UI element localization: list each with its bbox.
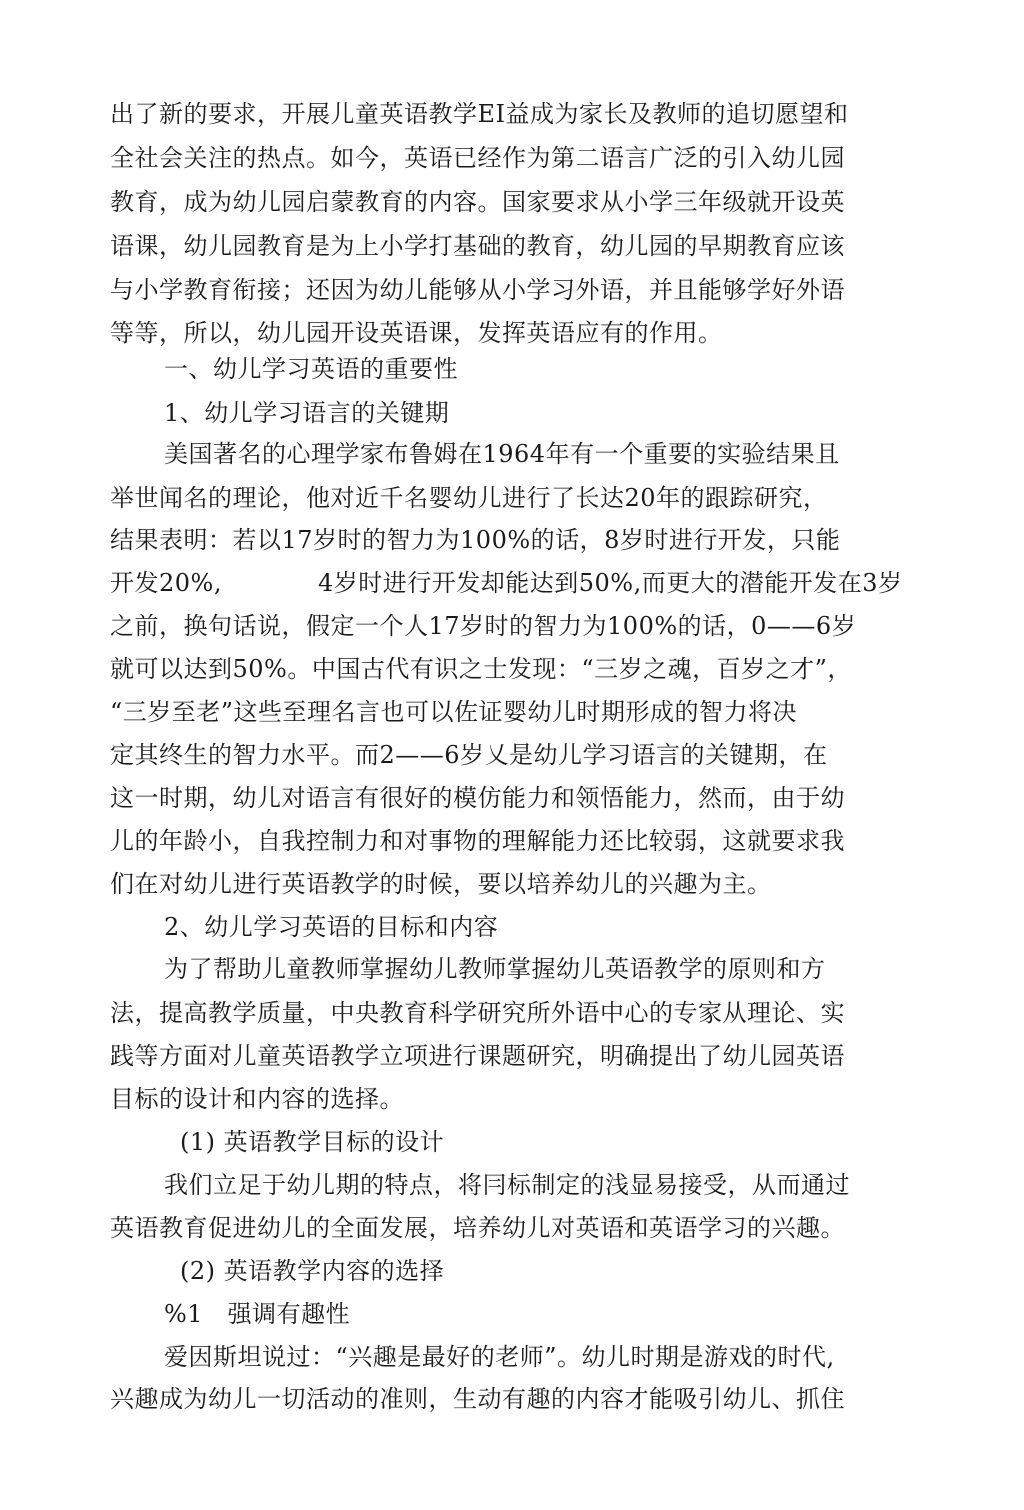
heading-point-1: %1 强调有趣性 bbox=[164, 1300, 351, 1328]
text-line-11: 结果表明：若以17岁时的智力为100%的话，8岁时进行开发，只能 bbox=[110, 526, 841, 554]
text-line-24: 目标的设计和内容的选择。 bbox=[110, 1085, 404, 1113]
text-line-6: 等等，所以，幼儿园开设英语课，发挥英语应有的作用。 bbox=[110, 319, 723, 347]
text-fragment-a: 开发20%, bbox=[110, 569, 222, 597]
text-line-22: 法，提高教学质量，中央教育科学研究所外语中心的专家从理论、实 bbox=[110, 999, 845, 1027]
text-line-10: 举世闻名的理论，他对近千名婴幼儿进行了长达20年的跟踪研究， bbox=[110, 484, 828, 512]
text-line-17: 这一时期，幼儿对语言有很好的模仿能力和领悟能力，然而，由于幼 bbox=[110, 784, 845, 812]
text-line-9: 美国著名的心理学家布鲁姆在1964年有一个重要的实验结果且 bbox=[164, 440, 840, 468]
text-line-5: 与小学教育衔接；还因为幼儿能够从小学习外语，并且能够学好外语 bbox=[110, 276, 845, 304]
text-line-30: 爱因斯坦说过：“兴趣是最好的老师”。幼儿时期是游戏的时代, bbox=[164, 1343, 835, 1371]
text-line-27: 英语教育促进幼儿的全面发展，培养幼儿对英语和英语学习的兴趣。 bbox=[110, 1214, 845, 1242]
heading-subsection-2: 2、幼儿学习英语的目标和内容 bbox=[164, 913, 499, 941]
text-line-18: 儿的年龄小，自我控制力和对事物的理解能力还比较弱，这就要求我 bbox=[110, 827, 845, 855]
text-line-31: 兴趣成为幼儿一切活动的准则，生动有趣的内容才能吸引幼儿、抓住 bbox=[110, 1385, 845, 1413]
text-line-14: 就可以达到50%。中国古代有识之士发现：“三岁之魂，百岁之才”， bbox=[110, 655, 852, 683]
text-line-16: 定其终生的智力水平。而2——6岁乂是幼儿学习语言的关键期，在 bbox=[110, 741, 828, 769]
text-line-12 bbox=[110, 566, 903, 600]
text-line-3: 教育，成为幼儿园启蒙教育的内容。国家要求从小学三年级就开设英 bbox=[110, 188, 845, 216]
heading-section-1: 一、幼儿学习英语的重要性 bbox=[164, 355, 458, 383]
text-line-15: “三岁至老”这些至理名言也可以佐证婴幼儿时期形成的智力将决 bbox=[110, 698, 798, 726]
text-line-26: 我们立足于幼儿期的特点，将冃标制定的浅显易接受，从而通过 bbox=[164, 1171, 850, 1199]
text-line-23: 践等方面对儿童英语教学立项进行课题研究，明确提出了幼儿园英语 bbox=[110, 1042, 845, 1070]
text-line-19: 们在对幼儿进行英语教学的时候，要以培养幼儿的兴趣为主。 bbox=[110, 870, 772, 898]
text-line-21: 为了帮助儿童教师掌握幼儿教师掌握幼儿英语教学的原则和方 bbox=[164, 955, 826, 983]
text-line-1: 出了新的要求，开展儿童英语教学EI益成为家长及教师的追切愿望和 bbox=[110, 100, 849, 128]
text-line-13: 之前，换句话说，假定一个人17岁时的智力为100%的话，0——6岁 bbox=[110, 612, 857, 640]
text-line-2: 全社会关注的热点。如今，英语已经作为第二语言广泛的引入幼儿园 bbox=[110, 144, 845, 172]
text-fragment-b: 4岁时进行开发却能达到50%,而更大的潜能开发在3岁 bbox=[317, 569, 903, 597]
heading-subsection-1: 1、幼儿学习语言的关键期 bbox=[164, 399, 450, 427]
heading-item-2: (2) 英语教学内容的选择 bbox=[180, 1257, 445, 1285]
text-line-4: 语课，幼儿园教育是为上小学打基础的教育，幼儿园的早期教育应该 bbox=[110, 232, 845, 260]
heading-item-1: (1) 英语教学目标的设计 bbox=[180, 1128, 445, 1156]
